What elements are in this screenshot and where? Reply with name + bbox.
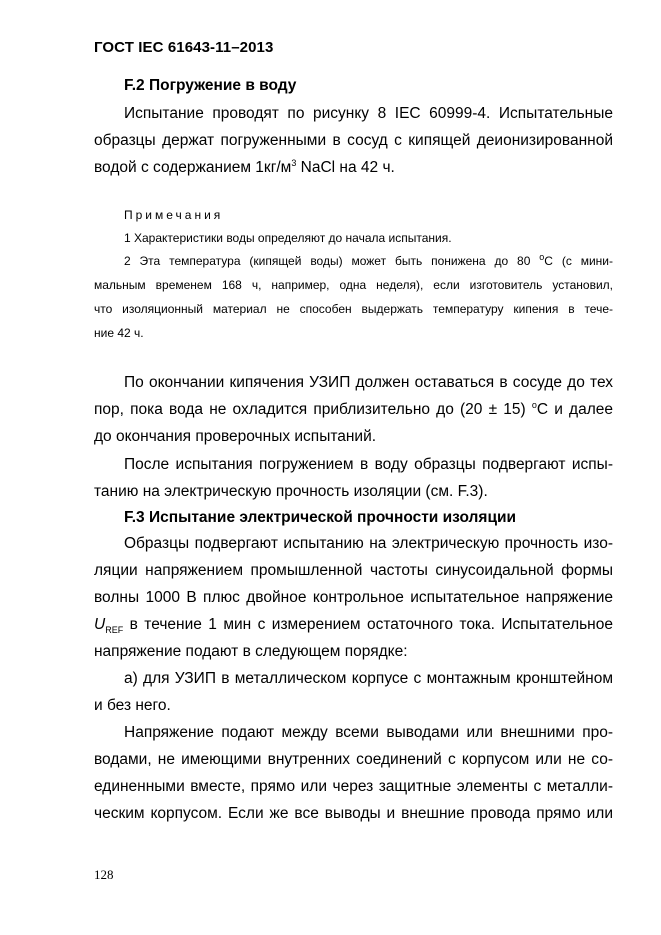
text-run: пор, пока вода не охладится приблизительно до (20 ± 15) [94, 401, 532, 418]
paragraph-line: По окончании кипячения УЗИП должен оставаться в сосуде до тех [124, 374, 613, 391]
section-heading-f3: F.3 Испытание электрической прочности изоляции [124, 509, 517, 526]
note-1: 1 Характеристики воды определяют до начала испытания. [124, 231, 452, 245]
paragraph-line: водами, не имеющими внутренних соединений с корпусом или не со- [94, 751, 613, 768]
paragraph-line: Напряжение подают между всеми выводами или внешними про- [124, 724, 613, 741]
paragraph-line: напряжение подают в следующем порядке: [94, 643, 408, 660]
superscript: 3 [291, 157, 297, 168]
text-run: NaCl на 42 ч. [296, 159, 395, 176]
note-2-line: мальным временем 168 ч, например, одна неделя), если изготовитель установил, [94, 278, 613, 292]
section-heading-f2: F.2 Погружение в воду [124, 77, 297, 94]
symbol-u: U [94, 616, 106, 633]
list-item-a: и без него. [94, 697, 171, 714]
document-header: ГОСТ IEC 61643-11–2013 [94, 39, 274, 56]
text-run: C и далее [536, 401, 613, 418]
list-item-a: а) для УЗИП в металлическом корпусе с монтажным кронштейном [124, 670, 613, 687]
paragraph-line [94, 158, 613, 178]
paragraph-line [94, 400, 613, 420]
note-2-line: ние 42 ч. [94, 326, 144, 340]
paragraph-line: ческим корпусом. Если же все выводы и внешние провода прямо или [94, 805, 613, 822]
text-run: 2 Эта температура (кипящей воды) может быть понижена до 80 [124, 254, 540, 268]
text-run: C (с мини- [544, 254, 613, 268]
notes-title: Примечания [124, 208, 224, 222]
text-run: в течение 1 мин с измерением остаточного тока. Испытательное [123, 616, 613, 633]
note-2-line: что изоляционный материал не способен выдержать температуру кипения в тече- [94, 302, 613, 316]
paragraph-line: до окончания проверочных испытаний. [94, 428, 377, 445]
text-run: водой с содержанием 1кг/м [94, 159, 292, 176]
paragraph-line: единенными вместе, прямо или через защитные элементы с металли- [94, 778, 613, 795]
paragraph-line: После испытания погружением в воду образцы подвергают испы- [124, 456, 613, 473]
paragraph-line: танию на электрическую прочность изоляции (см. F.3). [94, 483, 488, 500]
superscript: o [531, 399, 537, 410]
paragraph-line: Испытание проводят по рисунку 8 IEC 60999-4. Испытательные [124, 105, 613, 122]
note-2-line [124, 253, 613, 269]
paragraph-line: Образцы подвергают испытанию на электрическую прочность изо- [124, 535, 613, 552]
page-number: 128 [94, 867, 114, 882]
superscript: o [539, 252, 545, 262]
subscript: REF [105, 625, 124, 636]
paragraph-line: ляции напряжением промышленной частоты синусоидальной формы [94, 562, 613, 579]
paragraph-line: образцы держат погруженными в сосуд с кипящей деионизированной [94, 132, 613, 149]
paragraph-line [94, 615, 613, 635]
paragraph-line: волны 1000 В плюс двойное контрольное испытательное напряжение [94, 589, 613, 606]
